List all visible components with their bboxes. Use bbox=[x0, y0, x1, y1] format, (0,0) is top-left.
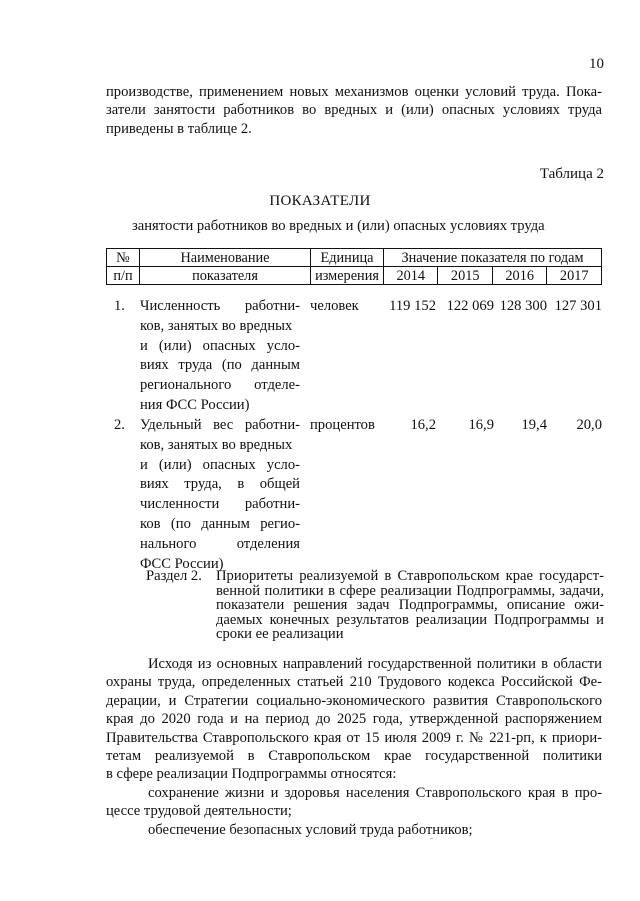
row-name-line: ков, занятых во вредных bbox=[140, 436, 293, 453]
section-title-line: венной политики в сфере реализации Подпрограммы, задачи, bbox=[216, 583, 604, 599]
intro-paragraph bbox=[106, 83, 602, 138]
row-number: 2. bbox=[114, 417, 125, 433]
row-name-line: виях труда, в общей bbox=[140, 476, 300, 493]
row-name-line: и (или) опасных усло- bbox=[140, 456, 300, 473]
row-name-line: численности работни- bbox=[140, 496, 300, 513]
row-unit: процентов bbox=[310, 417, 375, 433]
section-title-line: Приоритеты реализуемой в Ставропольском крае государст- bbox=[216, 569, 604, 584]
section-label: Раздел 2. bbox=[146, 568, 202, 584]
row-value-2015: 16,9 bbox=[468, 417, 494, 433]
text-line: края до 2020 года и на период до 2025 года, утвержденной распоряжением bbox=[106, 711, 602, 728]
text-line: охраны труда, определенных статьей 210 Трудового кодекса Российской Фе- bbox=[106, 674, 602, 691]
table-subtitle: занятости работников во вредных и (или) опасных условиях труда bbox=[132, 218, 545, 234]
row-name-line: и (или) опасных усло- bbox=[140, 337, 300, 354]
text-line: тетам реализуемой в Ставропольском крае государственной политики bbox=[106, 747, 602, 764]
text-line: цессе трудовой деятельности; bbox=[106, 803, 292, 820]
body-paragraph bbox=[106, 655, 602, 839]
row-name-line: Удельный вес работни- bbox=[140, 417, 300, 433]
row-value-2017: 127 301 bbox=[554, 298, 602, 314]
row-value-2014: 16,2 bbox=[410, 417, 436, 433]
row-name bbox=[140, 416, 300, 574]
text-line: дерации, и Стратегии социально-экономического развития Ставропольского bbox=[106, 692, 602, 709]
row-unit: человек bbox=[310, 298, 359, 314]
row-value-2016: 128 300 bbox=[499, 298, 547, 314]
header-num-bottom: п/п bbox=[107, 267, 140, 285]
text-line: обеспечение безопасных условий труда работников; bbox=[148, 821, 473, 838]
header-year: 2017 bbox=[547, 267, 602, 285]
row-name-line: ния ФСС России) bbox=[140, 396, 250, 413]
row-name-line: ков (по данным регио- bbox=[140, 515, 300, 532]
table-title: ПОКАЗАТЕЛИ bbox=[269, 193, 371, 209]
scan-speck bbox=[430, 838, 433, 839]
header-unit-top: Единица bbox=[311, 249, 384, 267]
text-line: Правительства Ставропольского края от 15 июля 2009 г. № 221-рп, к приори- bbox=[106, 729, 602, 746]
row-value-2014: 119 152 bbox=[389, 298, 436, 314]
text-line: Исходя из основных направлений государственной политики в области bbox=[148, 656, 602, 672]
section-title-line: даемых конечных результатов реализации Подпрограммы и bbox=[216, 612, 604, 628]
row-value-2015: 122 069 bbox=[446, 298, 494, 314]
text-line: производстве, применением новых механизмов оценки условий труда. Пока- bbox=[106, 84, 602, 100]
section-title bbox=[216, 569, 604, 642]
header-num-top: № bbox=[107, 249, 140, 267]
table-header bbox=[106, 248, 602, 285]
table-label: Таблица 2 bbox=[539, 166, 604, 182]
row-name-line: Численность работни- bbox=[140, 298, 300, 314]
row-name-line: регионального отделе- bbox=[140, 377, 300, 394]
row-name-line: виях труда (по данным bbox=[140, 357, 300, 374]
page-number: 10 bbox=[589, 56, 604, 72]
header-year: 2016 bbox=[492, 267, 546, 285]
text-line: сохранение жизни и здоровья населения Ставропольского края в про- bbox=[148, 784, 602, 801]
row-name-line: нального отделения bbox=[140, 535, 300, 552]
row-number: 1. bbox=[114, 298, 125, 314]
header-year: 2014 bbox=[384, 267, 438, 285]
header-name-bottom: показателя bbox=[140, 267, 311, 285]
row-name bbox=[140, 297, 300, 416]
row-value-2016: 19,4 bbox=[521, 417, 547, 433]
text-line: затели занятости работников во вредных и (или) опасных условиях труда bbox=[106, 102, 602, 119]
row-value-2017: 20,0 bbox=[576, 417, 602, 433]
text-line: приведены в таблице 2. bbox=[106, 120, 252, 137]
header-values-title: Значение показателя по годам bbox=[384, 249, 602, 267]
header-unit-bottom: измерения bbox=[311, 267, 384, 285]
text-line: в сфере реализации Подпрограммы относятся: bbox=[106, 766, 397, 783]
header-year: 2015 bbox=[438, 267, 492, 285]
section-title-line: показатели решения задач Подпрограммы, описание ожи- bbox=[216, 598, 604, 613]
row-name-line: ФСС России) bbox=[140, 555, 224, 572]
section-title-line: сроки ее реализации bbox=[216, 627, 344, 642]
row-name-line: ков, занятых во вредных bbox=[140, 317, 293, 334]
header-name-top: Наименование bbox=[140, 249, 311, 267]
